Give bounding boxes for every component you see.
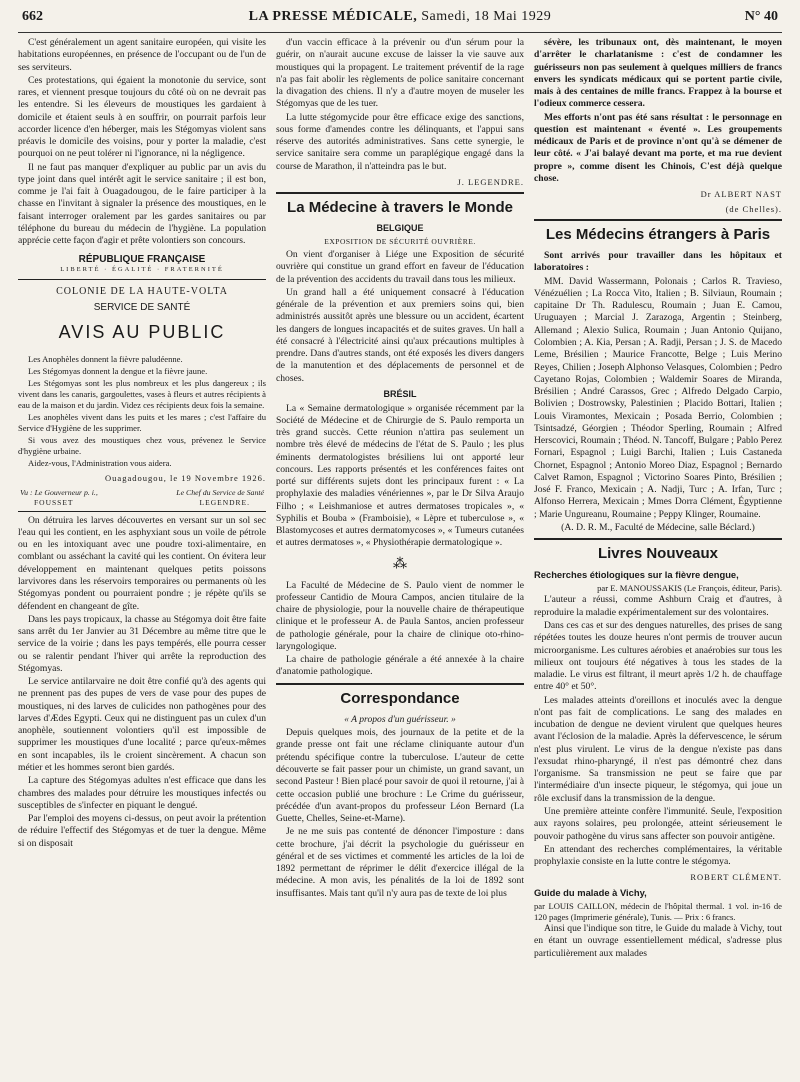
divider [276, 192, 524, 194]
paragraph: Je ne me suis pas contenté de dénoncer l'imposture : dans cette brochure, j'ai décrit la psychologie du guérisseur en général et de ses victimes et commenté les articles de la loi de 1892 permettant de réprimer le délit d'exercice illégal de la médecine. A mon avis, les pénalités de la loi de 1892 sont insuffisantes. Mais tant qu'il n'y aura pas de texte de loi plus [276, 826, 524, 899]
paragraph: Il ne faut pas manquer d'expliquer au public par un avis du type joint dans quel intérêt agit le service sanitaire ; il est bon, comme je l'ai fait à Ouagadougou, de le faire participer à la chasse en l'invitant à signaler la présence des moustiques, en le faisant interroger oralement par les gardes sanitaires ou par téléphone du bureau du médecin de l'hygiène. La population apprécie cette façon d'agir et prête volontiers son concours. [18, 161, 266, 247]
notice-line: Les Stégomyas donnent la dengue et la fièvre jaune. [28, 366, 208, 377]
doctor-list: MM. David Wassermann, Polonais ; Carlos R. Travieso, Vénézuélien ; La Rocca Vito, Italien ; B. Silviaun, Roumain ; capitaine Dr Th. Radulescu, Roumain ; Juan E. Camou, Uruguayen ; Marcial J. Zarazoga, Argentin ; Steinberg, Allemand ; Alexio Sulica, Roumain ; Juan Antonio Quijano, Colombien ; A. Kia, Persan ; A. Radji, Persan ; J. S. de Macedo Leme, Brésilien ; Maurice Francotte, Belge ; Luis Merino Reyes, Chilien ; Joseph Alphonso Velasques, Colombien ; Pedro Cayetano Rojas, Colombien ; Waldemir Soares de Miranda, Brésilien ; André Carassos, Grec ; Alfredo Delgado Carpio, Bolivien ; Dostrowsky, Palestinien ; Placido Bottari, Italien ; Louis Viramontes, Mexicain ; Posada Berrio, Colombien ; Tsintsadzé, Géorgien ; Théodor Sperling, Roumain ; Alfred Herscovici, Roumain ; Théod. N. Tancoff, Bulgare ; Pablo Perez Fornari, Espagnol ; Luigi Barchi, Italien ; Luis Castaneda Chornet, Espagnol ; Antonio Moreo Diaz, Espagnol ; Bernardo Calvet Ramon, Espagnol ; Victorino Soares Pinto, Brésilien ; José F. Franco, Mexicain ; A. Nadji, Turc ; A. Irfan, Turc ; Alfonso Herrera, Mexicain ; Mmes Dorra Clément, Égyptienne ; Marie Ungureanu, Roumaine ; Peppy Klinger, Roumaine. [534, 275, 782, 520]
intro-text: Sont arrivés pour travailler dans les hôpitaux et laboratoires : [534, 250, 782, 274]
republic-motto: LIBERTÉ · ÉGALITÉ · FRATERNITÉ [60, 266, 224, 274]
section-title: Correspondance [340, 689, 460, 707]
paragraph: La chaire de pathologie générale a été annexée à la chaire d'anatomie pathologique. [276, 654, 524, 678]
journal-title [18, 9, 782, 25]
name-right: LEGENDRE. [199, 498, 250, 508]
paragraph: d'un vaccin efficace à la prévenir ou d'un sérum pour la guérir, on n'aurait aucune excuse de laisser la vie sauve aux moustiques qui la propagent. Le traitement préventif de la rage n'a pas fait abolir les règlements de police sanitaire concernant la divagation des chiens. Il n'y a d'autre moyen de museler les Stégomyas que de les tuer. [276, 37, 524, 110]
author-signature: Dr ALBERT NAST [700, 189, 782, 200]
paragraph: Ces protestations, qui égaient la monotonie du service, sont rares, et viennent presque toujours du côté où on ne devrait pas les entendre. Si les éleveurs de moustiques les gardaient à domicile et étaient seuls à en souffrir, on pourrait parfois leur accorder licence d'en héberger, mais les Stégomyas violent sans préavis le domicile des voisins, pour y porter la maladie, c'est pourquoi on ne peut tolérer ni l'ignorance, ni la négligence. [18, 74, 266, 160]
paragraph: La lutte stégomycide pour être efficace exige des sanctions, sous forme d'amendes contre les délinquants, et l'appui sans réserve des autorités administratives. Sans cette synergie, le service sanitaire sera comme un paraplégique engagé dans la course de Marathon, il n'atteindra pas le but. [276, 111, 524, 172]
notice-line: Les anophèles vivent dans les puits et les mares ; c'est l'affaire du Service d'Hygiène de les supprimer. [18, 412, 266, 434]
author-signature: J. LEGENDRE. [457, 176, 524, 187]
divider [534, 538, 782, 540]
section-title: La Médecine à travers le Monde [287, 198, 513, 216]
paragraph: On détruira les larves découvertes en versant sur un sol sec l'eau qui les contient, en les asphyxiant sous un voile de pétrole ou en les intoxiquant avec une poudre toxi-alimentaire, en comblant ou asséchant la cavité qui les contient. On évitera leur développement en maintenant quelques petits poissons larvivores dans les réservoirs temporaires ou permanents où les Stégomyas pondent ou pourraient pondre ; je répète qu'ils se défendent en changeant de gîte. [18, 514, 266, 612]
divider [18, 279, 266, 280]
subheading: EXPOSITION DE SÉCURITÉ OUVRIÈRE. [324, 236, 476, 246]
column-3 [534, 37, 782, 961]
page-number: 662 [22, 9, 43, 24]
paragraph: La « Semaine dermatologique » organisée récemment par la Société de Médecine et de Chirurgie de S. Paulo remporta un très grand succès. Cette réunion n'attira pas seulement un nombre très élevé de médecins de l'état de S. Paulo ; les plus éminents dermatologistes brésiliens lui ont apporté leur concours. Les rapports présentés et les conférences faites ont porté sur différents sujets dont les principaux furent : « La prophylaxie des maladies vénériennes », par le Dr Silva Araujo Filho ; « Leishmaniose et autres dermatoses tropicales », « Syphilis et Bouba » (Framboisie), « Lèpre et tuberculose », « Blastomycoses et autres dermatomycoses », « Tumeurs cutanées et autres dermatoses », « Physiothérapie dermatologique ». [276, 402, 524, 549]
column-2 [276, 37, 524, 961]
issue-number: N° 40 [744, 9, 778, 24]
divider [18, 511, 266, 512]
source-note: (A. D. R. M., Faculté de Médecine, salle Béclard.) [561, 521, 755, 533]
notice-line: Les Stégomyas sont les plus nombreux et les plus dangereux ; ils vivent dans les canaris, gargoulettes, vases à fleurs et autres récipients à eau de la maison et du jardin. Videz ces récipients deux fois la semaine. [18, 378, 266, 411]
section-title: Les Médecins étrangers à Paris [545, 225, 771, 243]
notice-title: AVIS AU PUBLIC [58, 322, 226, 343]
book-meta: par E. MANOUSSAKIS (Le François, éditeur, Paris). [597, 583, 782, 594]
subheading: « A propos d'un guérisseur. » [344, 713, 456, 725]
country-heading: BRÉSIL [383, 389, 417, 400]
notice-line: Aidez-vous, l'Administration vous aidera. [28, 458, 172, 469]
divider [276, 683, 524, 685]
paragraph: La capture des Stégomyas adultes n'est efficace que dans les chambres des malades pour détruire les moustiques infectés ou susceptibles de s'infecter en piquant le dengué. [18, 775, 266, 811]
paragraph: Dans les pays tropicaux, la chasse au Stégomya doit être faite sans arrêt du 1er Janvier au 31 Décembre au même titre que le service de la voirie ; dans les pays tempérés, elle pourra cesser ou se ralentir pendant l'hiver qui arrête la reproduction des Stégomyas. [18, 613, 266, 674]
page-header [18, 0, 782, 33]
name-left: FOUSSET [34, 498, 74, 508]
paragraph: Une première atteinte confère l'immunité. Seule, l'exposition aux rayons solaires, peu prolongée, atteint sérieusement le pouvoir pathogène du virus sans affecter son pouvoir antigène. [534, 805, 782, 842]
paragraph: On vient d'organiser à Liége une Exposition de sécurité ouvrière qui constitue un grand effort en faveur de l'éducation de la prévention des accidents du travail dans tous les milieux. [276, 249, 524, 285]
columns [18, 37, 782, 961]
paragraph: Depuis quelques mois, des journaux de la petite et de la grande presse ont fait une réclame cliniquante autour d'un prétendu spécifique contre la tuberculose. L'auteur de cette découverte se fait passer pour un chimiste, un grand savant, un second Pasteur ! Bien placé pour savoir de quoi il retourne, j'ai à cette occasion publié une brochure : Le Crime du guérisseur, précédée d'un avant-propos du professeur Léon Bernard (La Guette, Chelles, Seine-et-Marne). [276, 727, 524, 825]
book-title: Recherches étiologiques sur la fièvre dengue, [534, 569, 739, 581]
paragraph: Dans ces cas et sur des dengues naturelles, des prises de sang répétées toutes les douze heures n'ont permis de trouver aucun microorganisme. Les cultures aérobies et anaérobies sur tous les milieux ont toujours été négatives à tous les stades de la maladie. Le virus est filtrant, il meurt après 1/2 h. de chauffage entre 40° et 50°. [534, 619, 782, 693]
paragraph: Par l'emploi des moyens ci-dessus, on peut avoir la prétention de réduire l'effectif des Stégomyas et de tuer la dengue. Même si on disposait [18, 813, 266, 849]
journal-name: LA PRESSE MÉDICALE, [248, 9, 418, 24]
issue-date: Samedi, 18 Mai 1929 [421, 9, 552, 24]
paragraph: Ainsi que l'indique son titre, le Guide du malade à Vichy, tout en étant un ouvrage essentiellement médical, s'adresse plus particulièrement aux malades [534, 923, 782, 959]
paragraph: La Faculté de Médecine de S. Paulo vient de nommer le professeur Cantidio de Moura Campos, ancien titulaire de la chaire de physiologie, pour la nouvelle chaire de thérapeutique clinique et le professeur A. de Paula Santos, ancien professeur de pathologie générale, pour la chaire de clinique oto-rhino-laryngologique. [276, 579, 524, 652]
book-title: Guide du malade à Vichy, [534, 887, 647, 899]
public-notice [18, 254, 266, 512]
republic-heading: RÉPUBLIQUE FRANÇAISE [78, 253, 206, 265]
notice-names [18, 498, 266, 508]
paragraph: C'est généralement un agent sanitaire européen, qui visite les habitations européennes, en présence de l'occupant ou de l'un de ses serviteurs. [18, 37, 266, 73]
signature-left: Vu : Le Gouverneur p. i., [20, 488, 98, 498]
service-heading: SERVICE DE SANTÉ [93, 302, 191, 314]
notice-signatures [18, 488, 266, 498]
paragraph: Mes efforts n'ont pas été sans résultat : le personnage en question est maintenant « éventé ». Les groupements médicaux de Paris et de province n'ont qu'à se démener de leur côté. « J'ai balayé devant ma porte, et ma rue devient propre », comme disent les Chinois, C'est déjà quelque chose. [534, 111, 782, 184]
section-title: Livres Nouveaux [597, 545, 719, 563]
country-heading: BELGIQUE [376, 222, 424, 233]
colony-heading: COLONIE DE LA HAUTE-VOLTA [56, 285, 228, 297]
divider [534, 219, 782, 221]
paragraph: Le service antilarvaire ne doit être confié qu'à des agents qui ne prennent pas des pupes de vers de vase pour des pupes de moustiques, ni des larves de culicides non pathogènes pour des larves d'Ædes Egypti. Ceux qui ne distinguent pas un culex d'un anophèle, soutiennent volontiers qu'il est impossible de supprimer les moustiques d'une localité ; parce qu'eux-mêmes en sont incapables, ils le croient sincèrement. A chacun son métier et les hommes seront bien gardés. [18, 676, 266, 773]
paragraph: En attendant des recherches complémentaires, la véritable prophylaxie consiste en la lutte contre le stégomya. [534, 843, 782, 868]
reviewer-signature: ROBERT CLÉMENT. [690, 872, 782, 883]
paragraph: sévère, les tribunaux ont, dès maintenant, le moyen d'arrêter le charlatanisme : c'est de condamner les guérisseurs non pas seulement à quelques milliers de francs envers les syndicats médicaux qui se portent partie civile, mais à des centaines de mille francs. Frappez à la bourse et l'odieux commerce cessera. [534, 37, 782, 110]
signature-right: Le Chef du Service de Santé [176, 488, 264, 498]
separator-stars: ⁂ [393, 556, 407, 572]
paragraph: Un grand hall a été uniquement consacré à l'éducation générale de la prévention et aux premiers soins qui, bien administrés aussitôt après une blessure ou un accident, écartent les dangers de longues incapacités et de suites graves. Un hall a été consacré à l'électricité ainsi qu'aux précautions multiples à prendre. Dans d'autres stands, ont été exposés les divers dangers de la manutention et des déplacements de personnel et de choses. [276, 286, 524, 384]
notice-line: Les Anophèles donnent la fièvre paludéenne. [28, 354, 183, 365]
paragraph: Les malades atteints d'oreillons et inoculés avec la dengue n'ont pas fait de complications. Le sang des malades en incubation de dengue ne devient virulent que quelques heures avant l'éclosion de la maladie. Après la défervescence, le sérum n'est plus virulent. Le virus de la dengue n'existe pas dans l'exsudat rhino-pharyngé, il n'est pas démontré chez dans l'organisme. Sa transmission ne peut se faire que par l'intermédiaire d'un insecte piqueur, le stégomya, qui joue un rôle exclusif dans la transmission de la dengue. [534, 694, 782, 804]
paragraph: L'auteur a réussi, comme Ashburn Craig et d'autres, à reproduire la maladie expérimentalement sur des volontaires. [534, 594, 782, 618]
author-place: (de Chelles). [725, 204, 782, 215]
book-meta: par LOUIS CAILLON, médecin de l'hôpital thermal. 1 vol. in-16 de 120 pages (Imprimerie générale), Tunis. — Prix : 6 francs. [534, 901, 782, 923]
notice-line: Si vous avez des moustiques chez vous, prévenez le Service d'hygiène urbaine. [18, 435, 266, 457]
notice-date: Ouagadougou, le 19 Novembre 1926. [105, 473, 266, 484]
column-1 [18, 37, 266, 961]
